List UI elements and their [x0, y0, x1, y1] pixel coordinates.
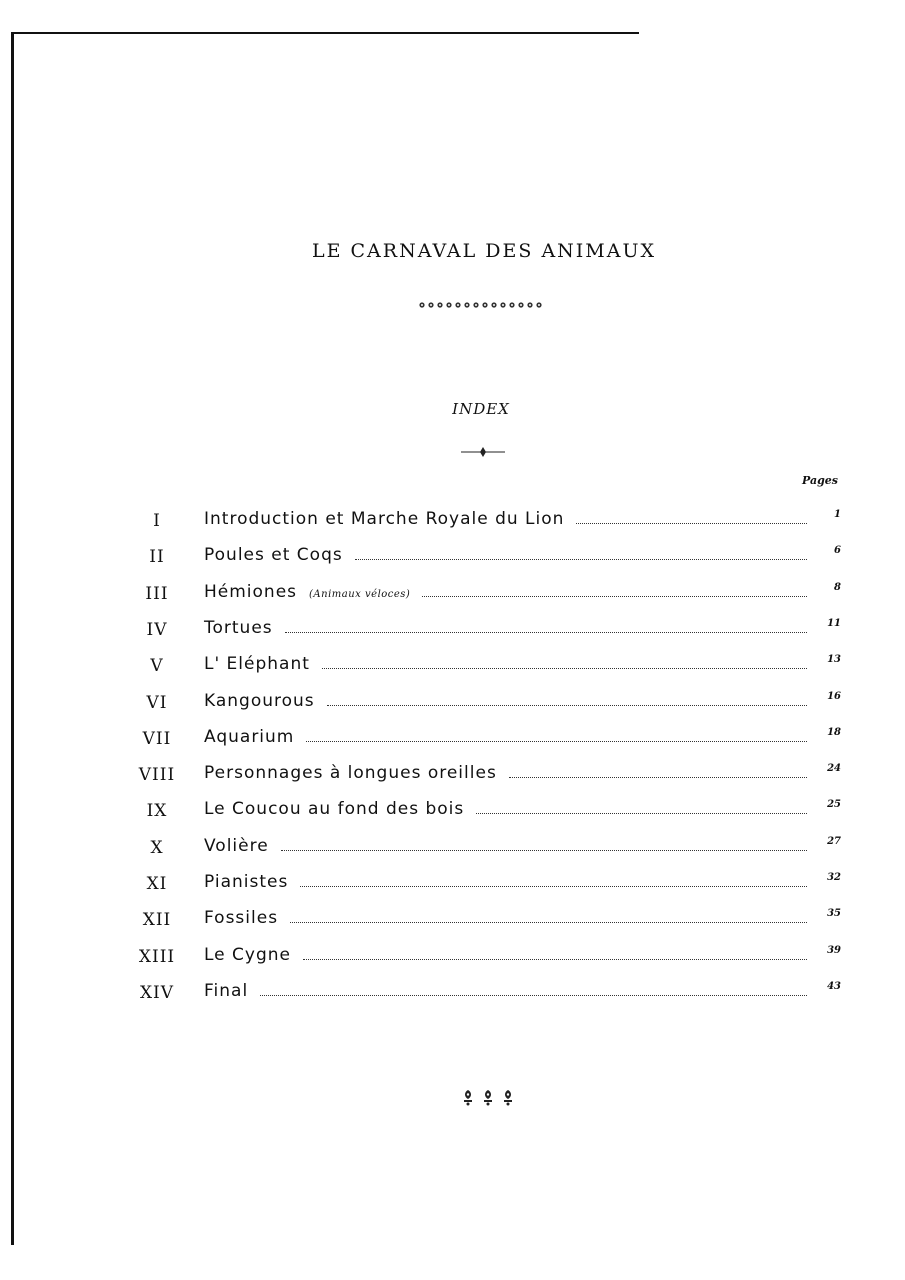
toc-title: Volière [204, 835, 269, 856]
pages-column-label: Pages [802, 474, 838, 487]
toc-entry [204, 582, 813, 602]
toc-row [128, 799, 841, 829]
toc-entry [204, 872, 813, 892]
dot-leader [260, 983, 807, 996]
toc-row [128, 545, 841, 575]
fleuron-rule-icon [461, 446, 505, 458]
toc-row [128, 872, 841, 902]
toc-title: Introduction et Marche Royale du Lion [204, 509, 565, 529]
toc-page-number: 16 [827, 690, 841, 702]
toc-numeral: VII [142, 728, 172, 749]
toc-entry [204, 763, 813, 783]
toc-entry [204, 545, 813, 565]
toc-row [128, 727, 841, 757]
toc-numeral: XIV [139, 982, 175, 1003]
toc-row [128, 763, 841, 793]
dot-leader [327, 693, 807, 706]
dot-leader [355, 547, 807, 560]
toc-row [128, 618, 841, 648]
page-left-edge [11, 33, 14, 1245]
toc-numeral: IV [146, 619, 168, 640]
toc-entry [204, 727, 813, 747]
toc-page-number: 24 [827, 763, 841, 775]
toc-numeral: VI [146, 692, 168, 713]
toc-page-number: 43 [827, 980, 841, 992]
toc-row [128, 981, 841, 1011]
toc-row [128, 582, 841, 612]
toc-title: Tortues [204, 617, 273, 638]
toc-row [128, 945, 841, 975]
toc-title: Kangourous [204, 690, 315, 711]
toc-numeral: II [149, 547, 165, 568]
toc-numeral: XI [146, 874, 168, 894]
toc-subtitle: (Animaux véloces) [309, 588, 411, 600]
toc-entry [204, 799, 813, 819]
toc-title: Fossiles [204, 908, 279, 929]
toc-page-number: 6 [834, 545, 841, 557]
dot-leader [303, 947, 807, 960]
toc-entry [204, 945, 813, 965]
page-top-edge [11, 32, 639, 34]
toc-numeral: III [145, 583, 169, 604]
dot-leader [322, 656, 807, 669]
toc-title: Poules et Coqs [204, 545, 343, 566]
toc-numeral: V [150, 656, 164, 677]
toc-title: Final [204, 980, 249, 1001]
toc-page-number: 25 [827, 799, 841, 811]
toc-entry [204, 509, 813, 529]
toc-row [128, 836, 841, 866]
toc-entry [204, 836, 813, 856]
toc-numeral: IX [146, 801, 168, 822]
toc-page-number: 32 [827, 872, 841, 883]
triple-fleuron-icon [458, 1088, 518, 1106]
toc-title: Aquarium [204, 726, 295, 747]
toc-title: L' Eléphant [204, 654, 310, 675]
toc-page-number: 13 [827, 654, 841, 666]
toc-title: Le Cygne [204, 944, 291, 965]
toc-page-number: 8 [834, 581, 841, 593]
toc-entry [204, 981, 813, 1001]
toc-page-number: 18 [827, 726, 841, 738]
toc-page-number: 27 [827, 835, 841, 847]
toc-page-number: 1 [834, 509, 841, 520]
dot-leader [300, 874, 807, 887]
toc-numeral: X [150, 837, 164, 858]
toc-row [128, 654, 841, 684]
decorative-rule-icon [418, 300, 548, 310]
toc-entry [204, 654, 813, 674]
toc-title: Hémiones [204, 581, 298, 602]
dot-leader [476, 801, 807, 814]
index-heading: INDEX [452, 400, 510, 418]
dot-leader [306, 729, 807, 742]
toc-numeral: VIII [138, 765, 176, 786]
dot-leader [576, 511, 807, 524]
toc-page-number: 35 [827, 908, 841, 920]
toc-numeral: XII [142, 910, 172, 931]
dot-leader [281, 838, 807, 851]
toc-entry [204, 691, 813, 711]
toc-numeral: I [153, 511, 161, 531]
toc-entry [204, 618, 813, 638]
toc-title: Personnages à longues oreilles [204, 763, 497, 784]
dot-leader [285, 620, 807, 633]
toc-entry [204, 908, 813, 928]
dot-leader [290, 910, 807, 923]
toc-row [128, 509, 841, 539]
page-title: LE CARNAVAL DES ANIMAUX [311, 240, 657, 262]
toc-row [128, 691, 841, 721]
dot-leader [422, 584, 807, 597]
toc-title: Le Coucou au fond des bois [204, 799, 465, 820]
toc-page-number: 11 [827, 617, 841, 629]
toc-title: Pianistes [204, 872, 289, 892]
toc-page-number: 39 [827, 944, 841, 956]
dot-leader [509, 765, 807, 778]
toc-numeral: XIII [138, 946, 176, 967]
toc-row [128, 908, 841, 938]
